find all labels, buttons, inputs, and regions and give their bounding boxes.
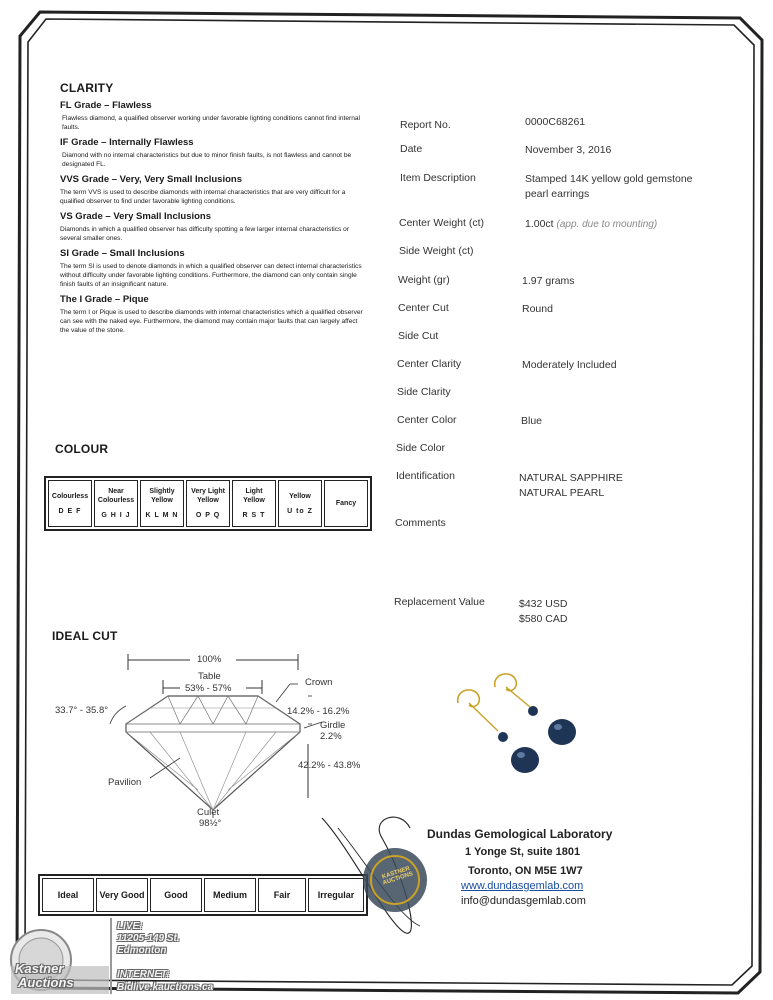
cut-grade-cell: Very Good (96, 878, 148, 912)
report-label: Side Clarity (397, 386, 451, 398)
colour-grade-label: Colourless (51, 492, 89, 500)
colour-grade-code: D E F (58, 507, 82, 515)
cut-grade-cell: Medium (204, 878, 256, 912)
diamond-table-label: Table (198, 671, 221, 682)
diamond-pavilion-depth: 42.2% - 43.8% (298, 760, 361, 771)
colour-grade-cell (232, 480, 276, 527)
report-value: 1.97 grams (522, 275, 575, 287)
report-label: Date (400, 143, 423, 155)
clarity-grade-title: VS Grade – Very Small Inclusions (60, 211, 212, 222)
report-label: Center Cut (398, 302, 449, 314)
colour-grade-label: Light Yellow (243, 488, 265, 504)
report-label: Center Weight (ct) (399, 217, 484, 229)
watermark-internet-label: INTERNET: (117, 969, 170, 980)
diamond-girdle-pct: 2.2% (320, 731, 342, 742)
report-label: Replacement Value (394, 596, 485, 608)
clarity-grade-desc: Diamond with no internal characteristics but due to minor finish faults, is not flawless and cannot be designated FL. (62, 152, 352, 168)
watermark-divider (110, 918, 112, 994)
colour-scale-table (44, 476, 372, 531)
clarity-grade-desc: The term VVS is used to describe diamonds with internal characteristics that are very difficult for a qualified observer to find under favorable lighting conditions. (60, 189, 346, 205)
colour-grade-cell (324, 480, 368, 527)
signature-scribble (310, 808, 440, 943)
earrings-photo (450, 665, 590, 785)
report-value: Moderately Included (522, 359, 617, 371)
colour-grade-cell (278, 480, 322, 527)
cut-grade-cell: Irregular (308, 878, 364, 912)
colour-grade-code: R S T (242, 512, 266, 519)
clarity-grade-title: FL Grade – Flawless (60, 100, 152, 111)
report-value: November 3, 2016 (525, 144, 612, 156)
colour-grade-label: Near Colourless (97, 488, 135, 504)
cut-grade-cell: Good (150, 878, 202, 912)
diamond-crown-angle: 33.7° - 35.8° (55, 705, 109, 716)
clarity-grade-desc: Flawless diamond, a qualified observer working under favorable lighting conditions cannot find internal faults. (62, 115, 360, 131)
colour-grade-cell (94, 480, 138, 527)
diamond-crown-height: 14.2% - 16.2% (287, 706, 350, 717)
diamond-pavilion-label: Pavilion (108, 777, 142, 788)
cut-grade-cell: Fair (258, 878, 306, 912)
diamond-culet-label: Culet (197, 807, 220, 818)
report-value-note: (app. due to mounting) (556, 219, 658, 230)
report-label: Side Cut (398, 330, 439, 342)
report-value: Stamped 14K yellow gold gemstone pearl earrings (525, 173, 693, 200)
watermark-live-address: 11205-149 St. (117, 933, 180, 944)
clarity-grade-title: SI Grade – Small Inclusions (60, 248, 185, 259)
clarity-heading: CLARITY (60, 81, 114, 95)
diamond-girdle-label: Girdle (320, 720, 346, 731)
lab-address-1: 1 Yonge St, suite 1801 (465, 846, 581, 858)
colour-grade-code: K L M N (145, 512, 179, 519)
diamond-width-label: 100% (197, 654, 222, 665)
colour-grade-cell (48, 480, 92, 527)
lab-seal-text: KASTNER AUCTIONS (381, 865, 414, 887)
report-value: Round (522, 303, 553, 315)
colour-grade-code: G H I J (101, 512, 131, 519)
report-label: Comments (395, 517, 446, 529)
report-label: Center Color (397, 414, 457, 426)
colour-grade-code: O P Q (195, 512, 221, 519)
report-row-report-no (400, 115, 451, 133)
lab-website-link[interactable]: www.dundasgemlab.com (461, 880, 584, 892)
report-value: 0000C68261 (525, 116, 586, 128)
report-label: Identification (396, 470, 455, 482)
report-label: Side Weight (ct) (399, 245, 474, 257)
clarity-grade-title: IF Grade – Internally Flawless (60, 137, 194, 148)
clarity-grade-desc: The term I or Pique is used to describe diamonds with internal characteristics which a qualified observer can see with the naked eye. Furthermore, the diamond may contain major faults that can largely affect the value of the stone. (60, 309, 363, 334)
colour-grade-cell (140, 480, 184, 527)
diamond-table-range: 53% - 57% (185, 683, 232, 694)
report-value: $432 USD $580 CAD (519, 598, 568, 625)
colour-grade-code: U to Z (287, 507, 313, 515)
ideal-cut-heading: IDEAL CUT (52, 629, 118, 643)
lab-name: Dundas Gemological Laboratory (427, 827, 613, 841)
diamond-culet-value: 98½° (199, 818, 222, 829)
watermark-live-city: Edmonton (117, 945, 167, 956)
colour-grade-label: Very Light Yellow (191, 488, 225, 504)
colour-grade-label: Yellow (289, 492, 311, 500)
report-value: Blue (521, 415, 543, 427)
lab-email: info@dundasgemlab.com (461, 895, 586, 907)
watermark-internet-url[interactable]: Bidlive.kauctions.ca (117, 982, 214, 993)
report-label: Center Clarity (397, 358, 462, 370)
watermark-logo-bottom: Auctions (18, 975, 74, 990)
report-value: 1.00ct (525, 218, 554, 230)
clarity-grade-title: The I Grade – Pique (60, 294, 149, 305)
colour-grade-label: Fancy (335, 500, 357, 507)
report-value-weight (525, 217, 657, 232)
report-value: NATURAL SAPPHIRE NATURAL PEARL (519, 472, 623, 499)
report-label: Weight (gr) (398, 274, 450, 286)
colour-heading: COLOUR (55, 442, 109, 456)
clarity-grade-desc: The term SI is used to denote diamonds in which a qualified observer can detect internal characteristics without difficulty under favorable lighting conditions. Furthermore, the diamond can only contain single finish faults of an insignificant nature. (60, 263, 362, 288)
report-label: Side Color (396, 442, 446, 454)
diamond-crown-label: Crown (305, 677, 333, 688)
colour-grade-label: Slightly Yellow (149, 488, 175, 504)
report-label: Item Description (400, 172, 476, 184)
clarity-grade-desc: Diamonds in which a qualified observer has difficulty spotting a few larger internal characteristics or several smaller ones. (60, 226, 350, 242)
watermark-live-label: LIVE: (117, 921, 143, 932)
lab-address-2: Toronto, ON M5E 1W7 (468, 865, 583, 877)
watermark-logo-top: Kastner (15, 961, 64, 976)
report-label: Report No. (400, 119, 451, 131)
clarity-grade-list (60, 100, 365, 340)
cut-grade-cell: Ideal (42, 878, 94, 912)
clarity-grade-title: VVS Grade – Very, Very Small Inclusions (60, 174, 242, 185)
colour-grade-cell (186, 480, 230, 527)
